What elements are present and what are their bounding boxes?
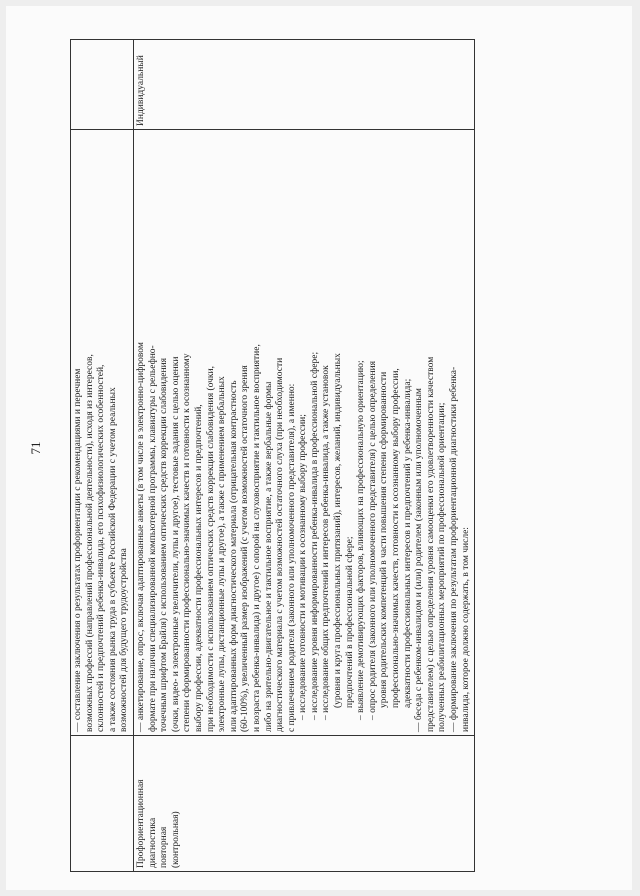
text-line: формате при наличии специализированной компьютерной программы, клавиатуры с рельефно-: [147, 345, 158, 732]
row2-col1-cell: [133, 736, 474, 872]
text-line: (очки, видео- и электронные увеличители, лупы и другое), тестовые задания с целью оценки: [170, 356, 181, 732]
text-line: (60-100%), увеличенный размер изображений (с учетом возможностей остаточного зрения: [240, 365, 251, 732]
text-line: Профориентационная: [135, 779, 146, 868]
text-line: а также состояния рынка труда в субъекте Российской Федерации с учетом реальных: [107, 387, 118, 732]
row1-col3-cell: [71, 40, 134, 130]
text-line: либо на зрительно-двигательное и тактильное восприятие, а также вербальные формы: [263, 381, 274, 732]
text-line: – исследование уровня информированности ребенка-инвалида в профессиональной сфере;: [309, 351, 320, 720]
page-sheet: [6, 6, 632, 890]
row1-col1-cell: [71, 736, 134, 872]
table-row: [71, 40, 134, 872]
text-line: (контрольная): [170, 811, 181, 868]
text-line: склонностей и предпочтений ребенка-инвалида, его психофизиологических особенностей,: [96, 364, 107, 732]
text-line: — составление заключения о результатах профориентации с рекомендациями и перечнем: [73, 368, 83, 732]
text-line: профессионально-значимых качеств, готовности к осознанному выбору профессии,: [391, 368, 402, 708]
text-line: – опрос родителя (законного или уполномоченного представителя) с целью определения: [367, 360, 378, 720]
row2-col3-cell: Индивидуальный: [133, 40, 474, 130]
text-line: предпочтений в профессиональной сфере;: [344, 536, 355, 708]
page-number: 71: [28, 441, 43, 455]
text-line: точечным шрифтом Брайля) с использованием оптических средств коррекции слабовидения: [159, 357, 170, 732]
text-line: представителем) с целью определения уровня самооценки его удовлетворенности качеством: [425, 356, 436, 732]
text-line: – исследование общих предпочтений и интересов ребенка-инвалида, а также установок: [321, 365, 332, 720]
rotated-page: [6, 6, 632, 890]
text-line: повторная: [159, 826, 170, 868]
row2-col2-lines: [136, 133, 472, 732]
text-line: или адаптированных форм диагностического материала (отрицательная контрастность: [228, 380, 239, 732]
text-line: с привлечением родителя (законного или уполномоченного представителя), а именно:: [286, 383, 297, 732]
text-line: – выявление демотивирующих факторов, влияющих на профессиональную ориентацию;: [356, 360, 367, 720]
row2-col2-cell: [133, 130, 474, 736]
row1-col2-lines: [73, 133, 131, 732]
text-line: электронные лупы, дистанционные лупы и другое), а также с применением вербальных: [217, 376, 228, 732]
text-line: диагностического материала с учетом возможностей остаточного слуха (при необходимости: [275, 357, 286, 732]
text-line: уровня родительских компетенций в части повышения степени сформированности: [379, 371, 390, 708]
text-line: — беседа с ребенком-инвалидом и (или) родителем (законным или уполномоченным: [414, 388, 425, 732]
text-line: степени сформированности профессионально-значимых качеств и готовности к осознанному: [182, 353, 193, 732]
text-line: – исследование готовности и мотивации к осознанному выбору профессии;: [298, 414, 309, 720]
text-line: возможных профессий (направлений профессиональной деятельности), исходя из интересов,: [84, 354, 95, 732]
text-line: возможностей для будущего трудоустройства: [119, 548, 130, 732]
text-line: — анкетирование, опрос, включая адаптированные анкеты (в том числе в электронно-цифровом: [135, 342, 146, 732]
text-line: адекватности профессиональных интересов и предпочтений у ребенка-инвалида;: [402, 378, 413, 708]
text-line: инвалида, которое должно содержать, в том числе:: [460, 527, 471, 732]
text-line: — формирование заключения по результатам профориентационной диагностики ребенка-: [449, 366, 459, 732]
table-row: [133, 40, 474, 872]
text-line: полученных реабилитационных мероприятий по профессиональной ориентации;: [437, 402, 448, 732]
text-line: диагностика: [147, 817, 158, 868]
row2-col1-lines: [136, 739, 182, 868]
row1-col2-cell: [71, 130, 134, 736]
text-line: при необходимости с использованием оптических средств коррекции слабовидения (очки,: [205, 365, 216, 732]
text-line: и возраста ребенка-инвалида) и другое) с опорой на слуховосприятие и тактильное восприятие,: [251, 344, 262, 732]
text-line: выбору профессии, адекватности профессиональных интересов и предпочтений,: [193, 404, 204, 732]
text-line: (уровня и круга профессиональных притязаний), интересов, желаний, индивидуальных: [333, 353, 344, 708]
content-table: [70, 39, 475, 872]
